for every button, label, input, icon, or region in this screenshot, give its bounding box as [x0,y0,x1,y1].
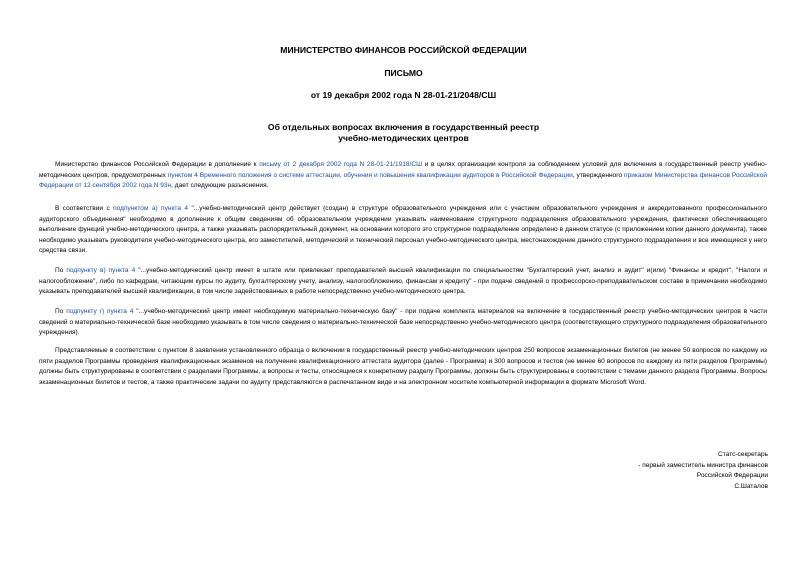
document-type: ПИСЬМО [384,68,423,78]
subject-line-1: Об отдельных вопросах включения в государственный реестр [267,122,540,132]
link-subpoint-g-point-4[interactable]: подпункту г) пункта 4 [66,308,134,315]
document-subject [0,122,807,144]
paragraph-1-text-1: Министерство финансов Российской Федерации в дополнение к [55,161,260,168]
link-subpoint-v-point-4[interactable]: подпункту в) пункта 4 [66,267,136,274]
paragraph-5-text-1: Представляемые в соответствии с пунктом 8 заявления установленного образца о включении в государственный реестр учебно-методических центров 250 вопросов экзаменационных билетов (не менее 50 вопросов по каждому из пяти разделов Программы проведения квалификационных экзаменов на получение квалификационного аттестата аудитора (далее - Программа) и 300 вопросов и тестов (не менее 60 вопросов по каждому из пяти разделов Программы) должны быть структурированы в соответствии с разделами Программы, а вопросы и тесты, относящиеся к конкретному разделу Программы, должны быть структурированы в соответствии с темами данного раздела Программы. Вопросы экзаменационных билетов и тестов, а также практические задачи по аудиту представляются в распечатанном виде и на электронном носителе компьютерной информации в формате Microsoft Word. [39,347,767,386]
paragraph-3 [39,266,767,298]
signature-line-4: С.Шаталов [734,482,768,490]
paragraph-1 [39,160,767,192]
paragraph-1-text-4: , дает следующие разъяснения. [171,182,269,189]
document-date-number: от 19 декабря 2002 года N 28-01-21/2048/СШ [310,90,497,100]
paragraph-1-text-2: и в целях организации контроля за соблюдением условий для включения в государственный реестр учебно-методических центров, предусмотренных [39,161,767,179]
signature-line-1: Статс-секретарь [718,451,768,458]
signature-line-2: - первый заместитель министра финансов [638,461,768,469]
signature-block [638,450,768,492]
link-letter-2002-12-02[interactable]: письму от 2 декабря 2002 года N 28-01-21/1918/СШ [259,161,423,168]
link-order-93n[interactable]: приказом Министерства финансов Российской Федерации от 12 сентября 2002 года N 93н [39,171,767,189]
paragraph-4 [39,307,767,339]
paragraph-3-text-1: По [55,267,67,274]
link-temporary-regulation-point-4[interactable]: пунктом 4 Временного положения о системе аттестации, обучения и повышения квалификации аудиторов в Российской Федерации [167,171,573,179]
paragraph-2-text-1: В соответствии с [55,205,114,212]
signature-line-3: Российской Федерации [696,472,768,479]
paragraph-1-text-3: , утвержденного [572,171,625,179]
subject-line-2: учебно-методических центров [338,133,469,143]
paragraph-5 [39,346,767,388]
link-subpoint-a-point-4[interactable]: подпунктом а) пункта 4 [113,205,189,212]
paragraph-4-text-2: "...учебно-методический центр имеет необходимую материально-техническую базу" - при подаче комплекта материалов на включение в государственный реестр учебно-методических центров в части сведений о материально-технической базе необходимо указывать в том числе сведения о материально-технической базе непосредственно учебно-методического центра (соответствующего структурного подразделения образовательного учреждения). [39,308,768,336]
paragraph-2-text-2: "...учебно-методический центр действует (создан) в структуре образовательного учреждения или с участием образовательного учреждения и аккредитованного профессионального аудиторского объединения" необходимо в дополнение к общим сведениям об образовательном учреждении указывать наименование структурного подразделения образовательного учреждения, фактически обеспечивающего выполнение функций учебно-методического центра, а также указывать распорядительный документ, на основании которого это структурное подразделение определено в данном статусе (с приложением копии данного документа), также необходимо указывать руководителя учебно-методического центра, его заместителей, методический и технический персонал учебно-методического центра, местонахождение данного структурного подразделения и все имеющиеся у него средства связи. [39,205,767,254]
paragraph-4-text-1: По [55,308,67,315]
paragraph-2 [39,204,767,257]
ministry-heading: МИНИСТЕРСТВО ФИНАНСОВ РОССИЙСКОЙ ФЕДЕРАЦИИ [280,45,527,55]
paragraph-3-text-2: "...учебно-методический центр имеет в штате или привлекает преподавателей высшей квалификации по специальностям "Бухгалтерский учет, анализ и аудит" и(или) "Финансы и кредит", "Налоги и налогообложение", либо по кафедрам, читающим курсы по аудиту, бухгалтерскому учету, анализу, налогообложению, финансам и кредиту" - при подаче сведений о профессорско-преподавательском составе в примечании необходимо указывать преподавателей высшей квалификации, в том числе задействованных в работе непосредственно учебно-методического центра. [39,267,768,295]
